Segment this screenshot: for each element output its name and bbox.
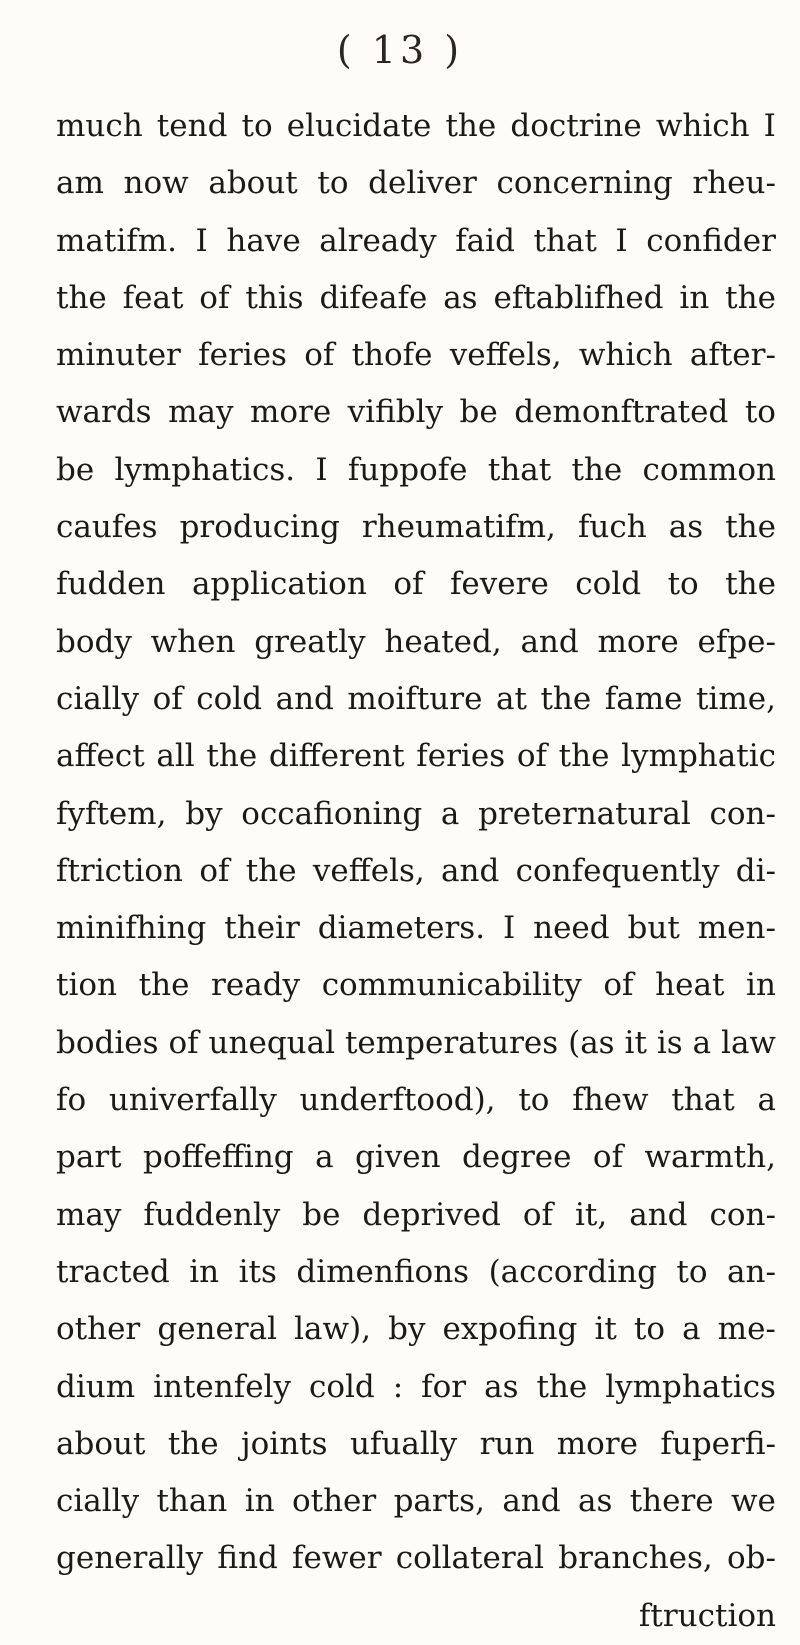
text-line: cially of cold and moifture at the fame time, (56, 680, 776, 717)
page-number: ( 13 ) (336, 28, 464, 72)
text-line: cially than in other parts, and as there we (56, 1483, 776, 1520)
text-line: may fuddenly be deprived of it, and con- (56, 1196, 776, 1233)
text-line: caufes producing rheumatifm, fuch as the (56, 509, 776, 546)
text-line: be lymphatics. I fuppofe that the common (56, 451, 776, 488)
text-line: generally find fewer collateral branches, ob- (56, 1540, 776, 1577)
text-line: about the joints ufually run more fuperfi- (56, 1425, 776, 1462)
text-line: ftriction of the veffels, and confequently di- (56, 852, 776, 889)
text-line: other general law), by expofing it to a me- (56, 1311, 776, 1348)
text-line: part poffeffing a given degree of warmth, (56, 1139, 776, 1176)
text-line: bodies of unequal temperatures (as it is a law (56, 1024, 776, 1061)
text-line: fo univerfally underftood), to fhew that a (56, 1082, 776, 1119)
text-line: body when greatly heated, and more efpe- (56, 623, 776, 660)
text-line: dium intenfely cold : for as the lymphatics (56, 1368, 776, 1405)
text-line: minifhing their diameters. I need but men- (56, 910, 776, 947)
catchword: ftruction (638, 1597, 776, 1634)
text-line: much tend to elucidate the doctrine which I (56, 108, 776, 144)
body-text (56, 98, 776, 1645)
text-line: matifm. I have already faid that I confider (56, 222, 776, 259)
text-line: am now about to deliver concerning rheu- (56, 165, 776, 202)
text-line: fyftem, by occafioning a preternatural con- (56, 795, 776, 832)
text-line: wards may more vifibly be demonftrated to (56, 394, 776, 431)
text-line: affect all the different feries of the lymphatic (56, 738, 776, 775)
text-line: minuter feries of thofe veffels, which after- (56, 337, 776, 374)
text-line: fudden application of fevere cold to the (56, 566, 776, 603)
text-line: the feat of this difeafe as eftablifhed in the (56, 279, 776, 316)
text-line: tracted in its dimenfions (according to an- (56, 1253, 776, 1290)
text-line: tion the ready communicability of heat in (56, 967, 776, 1004)
